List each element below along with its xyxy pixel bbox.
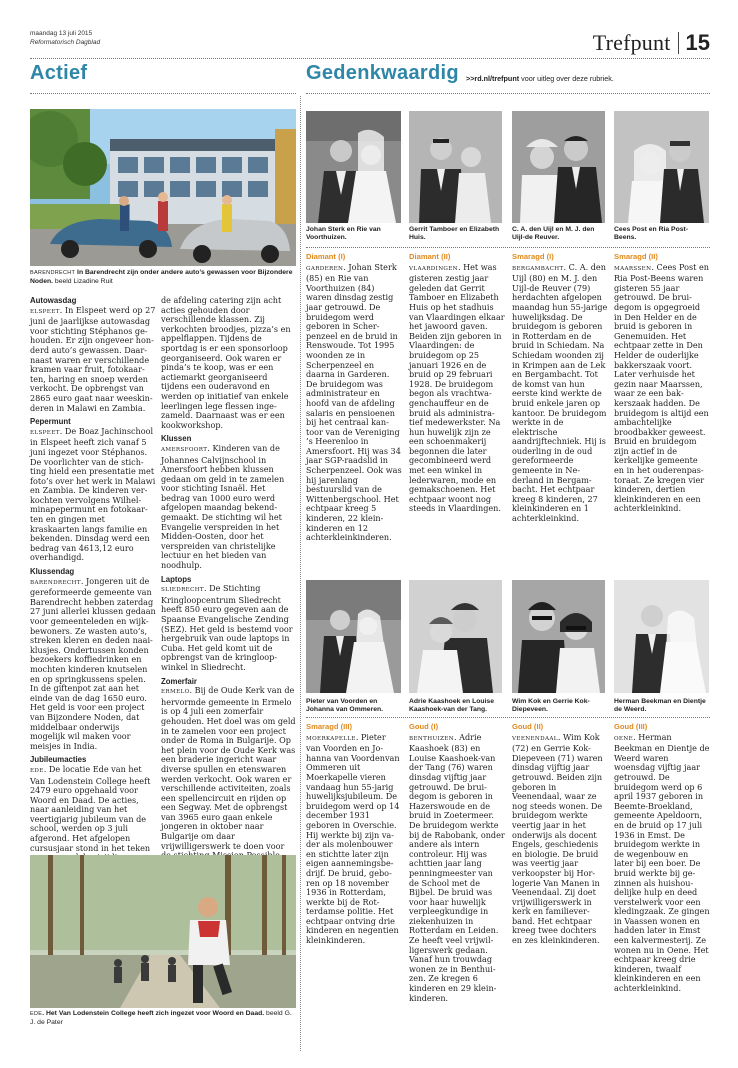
couple-caption-5: Pieter van Voorden en Johanna van Ommeren. (306, 698, 384, 714)
couple-photo-6 (409, 580, 502, 693)
carwash-photo (30, 109, 296, 266)
actief-column-1: Autowasdag ELSPEET. In Elspeet werd op 27 juni de jaarlijkse autowasdag voor stichting Stéphanos gehouden. Er zijn ongeveer honderd auto’s gewassen. Daarnaast waren er verschillende kramen vaar fruit, fotokaarten, haring en snoep werden verkocht. De opbrengst van 2865 euro gaat naar weeskinderen in Malawi en Zambia. Pepermunt ELSPEET. De Boaz Jachinschool in Elspeet heeft zich vanaf 5 juni ingezet voor Stéphanos. De voorlichter van de stichting hield een presentatie met foto’s over het werk in Malawi en Zambia. De kinderen verkochten vervolgens Wilhelminapepermunt en fotokaarten en gingen met kraskaarten langs familie en bekenden. Dinsdag werd een bedrag van 4613,12 euro overhandigd. Klussendag BARENDRECHT. Jongeren uit de gereformeerde gemeente van Barendrecht hebben zaterdag 27 juni allerlei klussen gedaan voor gemeenteleden en wijkbewoners. Ze wasten auto’s, streken kleren en deden naaiklusjes. Ondertussen konden bezoekers koffiedrinken en mochten kinderen knutselen en op springkussens spelen. In de giftenpot zat aan het einde van de dag 1650 euro. Het geld is voor een project van Bijzondere Noden, dat middelbaar onderwijs mogelijk wil maken voor meisjes in India. Jubileumacties EDE. De locatie Ede van het Van Lodenstein College heeft 2479 euro opgehaald voor Woord en Daad. De acties, naar aanleiding van het veertigjarig jubileum van de school, werden op 3 juli afgerond. Het afgelopen cursusjaar stond in het teken (30, 296, 156, 853)
page-number: 15 (685, 30, 710, 55)
carwash-caption: BARENDRECHT In Barendrecht zijn onder andere auto’s gewassen voor Bijzondere Noden. beeld Lizadine Ruit (30, 269, 293, 285)
section-title-gedenkwaardig: Gedenkwaardig (306, 62, 459, 84)
couple-caption-3: C. A. den Uijl en M. J. den Uijl-de Reuver. (512, 226, 595, 242)
couple-caption-1: Johan Sterk en Rie van Voorthuizen. (306, 226, 381, 242)
couple-caption-6: Adrie Kaashoek en Louise Kaashoek-van der Tang. (409, 698, 494, 714)
couple-photo-1 (306, 111, 401, 223)
couple-article-6: Goud (I) BENTHUIZEN. Adrie Kaashoek (83) en Louise Kaashoek-van der Tang (76) waren dinsdag vijftig jaar getrouwd. De bruidegom is geboren in Hazerswoude en de bruid in Zoetermeer. De bruidegom werkte bij de Rabobank, onder andere als intern controleur. Hij was achttien jaar lang penningmeester van de School met de Bijbel. De bruid was voor haar huwelijk verpleegkundige in ziekenhuizen in Rotterdam en Leiden. Ze heeft veel vrijwilligerswerk gedaan. Vanaf hun trouwdag wonen ze in Benthuizen. Ze kregen 6 kinderen en 29 kleinkinderen. (409, 722, 505, 1003)
couple-caption-7: Wim Kok en Gerrie Kok-Diepeveen. (512, 698, 590, 714)
couple-caption-8: Herman Beekman en Dientje de Weerd. (614, 698, 706, 714)
rubric-link[interactable]: >>rd.nl/trefpunt (466, 74, 520, 83)
couple-article-5: Smaragd (III) MOERKAPELLE. Pieter van Voorden en Johanna van Voordenvan Ommeren uit Moerkapelle vieren vandaag hun 55-jarig huwelijksjubileum. De bruidegom werd op 14 december 1931 geboren in Overschie. Hij werkte bij zijn vader als molenbouwer en stichtte later zijn eigen aannemingsbedrijf. De bruid, geboren op 18 november 1936 in Rotterdam, werkte bij de Rotterdamse politie. Het echtpaar ontving drie kinderen en negentien kleinkinderen. (306, 722, 400, 946)
couple-photo-3 (512, 111, 605, 223)
couple-photo-5 (306, 580, 401, 693)
actief-column-2: de afdeling catering zijn acht acties gehouden door verschillende klassen. Zij verkochten broodjes, pizza’s en appelflappen. Tijdens de sportdag is er een sponsorloop georganiseerd. Ook waren er pinda’s te koop, was er een actiemarkt georganiseerd tijdens een ouderavond en werden op initiatief van enkele leerlingen lege flessen ingezameld. Daarnaast was er een kookworkshop. Klussen AMERSFOORT. Kinderen van de Johannes Calvijnschool in Amersfoort hebben klussen gedaan om geld in te zamelen voor stichting Isnaël. Het bedrag van 1000 euro werd afgelopen maandag bekendgemaakt. De stichting wil het Evangelie verspreiden in het Midden-Oosten, door het verspreiden van christelijke lectuur en het bieden van noodhulp. Laptops SLIEDRECHT. De Stichting Kringloopcentrum Sliedrecht heeft 850 euro gegeven aan de Spaanse Evangelische Zending (SEZ). Het geld is bestemd voor hergebruik van oude laptops in Cuba. Het geld komt uit de opbrengst van de kringloopwinkel in Sliedrecht. Zomerfair ERMELO. Bij de Oude Kerk van de hervormde gemeente in Ermelo is op 4 juli een zomerfair gehouden. Het doel was om geld in te zamelen voor een project onder de Roma in Bulgarije. Op het plein voor de Oude Kerk was een braderie ingericht waar diverse spullen en etenswaren werden verkocht. Ook waren er verschillende activiteiten, zoals een spellencircuit en rijden op een Segway. Met de opbrengst van 3965 euro gaan enkele jongeren in oktober naar Bulgarije om daar vrijwilligerswerk te doen voor (161, 295, 296, 851)
couple-article-1: Diamant (I) GARDEREN. Johan Sterk (85) en Rie van Voorthuizen (84) waren dinsdag zestig jaar getrouwd. De bruidegom werd geboren in Scherpenzeel en de bruid in Renswoude. Tot 1995 woonden ze in Scherpenzeel en daarna in Garderen. De bruidegom was administrateur en hoofd van de afdeling salaris en pensioenen bij het centraal kantoor van de Vereniging ’s Heerenloo in Amersfoort. Hij was 34 jaar SGP-raadslid in Scherpenzeel. Ook was hij jarenlang bestuurslid van de Wittenbergschool. Het echtpaar kreeg 5 kinderen, 22 kleinkinderen en 12 achterkleinkinderen. (306, 252, 402, 543)
runners-photo (30, 855, 296, 1008)
column-divider (300, 96, 301, 1051)
couple-caption-2: Gerrit Tamboer en Elizabeth Huis. (409, 226, 500, 242)
section-title-actief: Actief (30, 62, 88, 84)
brand-name: Trefpunt (592, 30, 671, 55)
couple-article-4: Smaragd (II) MAARSSEN. Cees Post en Ria Post-Beens waren gisteren 55 jaar getrouwd. De bruidegom is opgegroeid in Den Helder en de bruid is geboren in Genemuiden. Het echtpaar zette in Den Helder de ouderlijke bakkerszaak voort. Later verhuisde het gezin naar Maarssen, waar ze een bakkerszaak hadden. De bruidegom is altijd een ambachtelijke broodbakker geweest. Bruid en bruidegom zijn actief in de kerkelijke gemeente en in het ouderenpastoraat. Ze kregen vier kinderen, dertien kleinkinderen en een achterkleinkind. (614, 252, 709, 514)
section-brand (593, 30, 710, 56)
gedenkwaardig-top-rule (306, 247, 710, 248)
couple-article-8: Goud (III) OENE. Herman Beekman en Dientje de Weerd waren woensdag vijftig jaar getrouwd. De bruidegom werd op 6 april 1937 geboren in Beemte-Broekland, gemeente Apeldoorn, en de bruid op 17 juli 1936 in Emst. De bruidegom werkte in de wegenbouw en later bij een boer. De bruid werkte bij gezinnen als huishoudelijke hulp en deed verstelwerk voor een kledingzaak. Ze gingen in Vaassen wonen en hadden later in Emst een kalvermesterij. Ze wonen nu in Oene. Het echtpaar kreeg drie kinderen, twaalf kleinkinderen en een achterkleinkind. (614, 722, 710, 994)
couple-photo-4 (614, 111, 709, 223)
publication-name: Reformatorisch Dagblad (30, 38, 101, 46)
issue-date: maandag 13 juli 2015 (30, 30, 93, 37)
couple-article-7: Goud (II) VEENENDAAL. Wim Kok (72) en Gerrie Kok-Diepeveen (71) waren dinsdag vijftig jaar getrouwd. Beiden zijn geboren in Veenendaal, waar ze nog steeds wonen. De bruidegom werkte veertig jaar in het onderwijs als docent Engels, geschiedenis en biologie. De bruid was veertig jaar verkoopster bij Horlogerie Van Manen in Veenendaal. Zij doet vrijwilligerswerk in kerk en familieverband. Het echtpaar kreeg twee dochters en zes kleinkinderen. (512, 722, 603, 946)
gedenkwaardig-bottom-rule (306, 717, 710, 718)
brand-divider (678, 32, 679, 54)
couple-photo-2 (409, 111, 502, 223)
couple-photo-8 (614, 580, 709, 693)
actief-rule (30, 93, 296, 94)
couple-photo-7 (512, 580, 605, 693)
couple-article-2: Diamant (II) VLAARDINGEN. Het was gisteren zestig jaar geleden dat Gerrit Tamboer en Elizabeth Huis op het stadhuis van Vlaardingen elkaar het jawoord gaven. Beiden zijn geboren in Vlaardingen: de bruidegom op 25 januari 1926 en de bruid op 29 februari 1928. De bruidegom begon als vrachtwagenchauffeur en de bruid als administratief medewerkster. Na hun huwelijk zijn ze een schoenmakerij begonnen die later gecombineerd werd met een winkel in lederwaren, mode en gemakschoenen. Het echtpaar woont nog steeds in Vlaardingen. (409, 252, 505, 514)
header-rule (30, 58, 710, 59)
runners-caption: EDE. Het Van Lodenstein College heeft zich ingezet voor Woord en Daad. beeld G. J. de Pater (30, 1010, 292, 1026)
page-header-meta (30, 30, 100, 47)
gedenkwaardig-rule (306, 93, 710, 94)
section-note: >>rd.nl/trefpunt voor uitleg over deze rubriek. (466, 74, 614, 83)
couple-article-3: Smaragd (I) BERGAMBACHT. C. A. den Uijl (80) en M. J. den Uijl-de Reuver (79) herdachten afgelopen maandag hun 55-jarige huwelijksdag. De bruidegom is geboren in Rotterdam en de bruid in Schiedam. Na Schiedam woonden zij in Krimpen aan de Lek en Bergambacht. Tot de komst van hun eerste kind werkte de bruid enkele jaren op kantoor. De bruidegom werkte in de elektrische aandrijftechniek. Hij is ouderling in de oud gereformeerde gemeente in Nederland in Bergambacht. Het echtpaar kreeg 8 kinderen, 27 kleinkinderen en 1 achterkleinkind. (512, 252, 608, 524)
couple-caption-4: Cees Post en Ria Post-Beens. (614, 226, 689, 242)
